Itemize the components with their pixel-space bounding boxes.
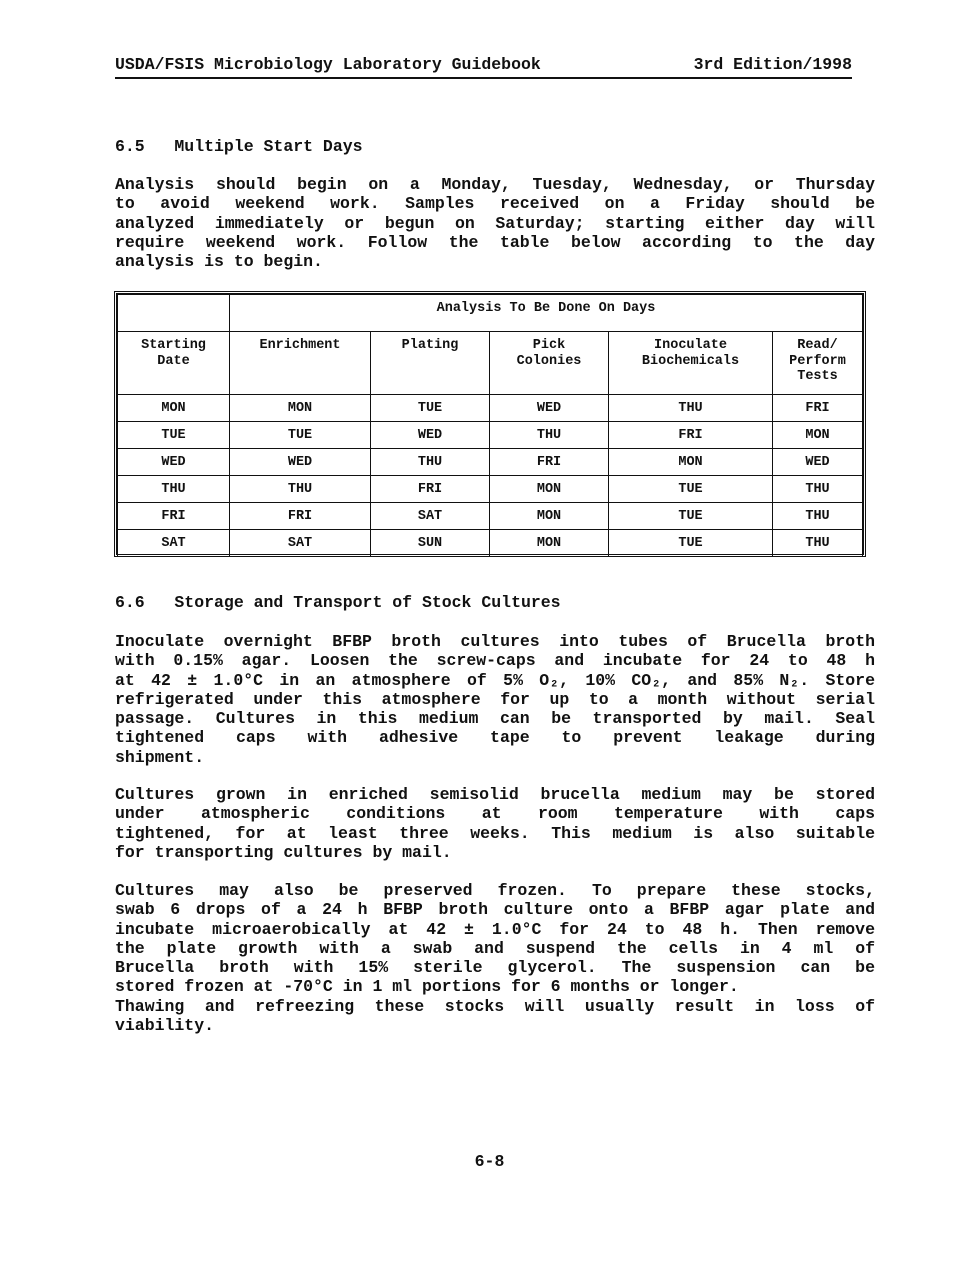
column-header-inoculate-biochemicals: Inoculate Biochemicals	[609, 332, 773, 395]
table-row	[118, 476, 863, 503]
text-line: shipment.	[115, 747, 205, 767]
table-cell: TUE	[118, 422, 230, 449]
table-cell: TUE	[230, 422, 371, 449]
text-line: passage. Cultures in this medium can be transported by mail. Seal	[115, 709, 875, 729]
section-6-5-heading: 6.5 Multiple Start Days	[115, 137, 363, 156]
table-row	[118, 449, 863, 476]
text-line: refrigerated under this atmosphere for up to a month without serial	[115, 689, 875, 709]
table-cell: MON	[490, 503, 609, 530]
table-cell: MON	[609, 449, 773, 476]
text-line: require weekend work. Follow the table below according to the day	[115, 232, 875, 252]
table-row	[118, 422, 863, 449]
text-line: for transporting cultures by mail.	[115, 842, 452, 862]
text-line: to avoid weekend work. Samples received on a Friday should be	[115, 194, 875, 214]
column-header-read-perform-tests: Read/ Perform Tests	[773, 332, 863, 395]
text-line: stored frozen at -70°C in 1 ml portions for 6 months or longer.	[115, 977, 739, 997]
text-line: Cultures grown in enriched semisolid brucella medium may be stored	[115, 785, 875, 804]
table-cell: TUE	[609, 503, 773, 530]
text-line: tightened, for at least three weeks. This medium is also suitable	[115, 823, 875, 843]
text-line: Analysis should begin on a Monday, Tuesday, Wednesday, or Thursday	[115, 175, 875, 194]
table-cell: THU	[773, 503, 863, 530]
table-cell: WED	[773, 449, 863, 476]
table-cell: FRI	[490, 449, 609, 476]
table-cell: FRI	[371, 476, 490, 503]
text-line: under atmospheric conditions at room temperature with caps	[115, 804, 875, 824]
table-cell: THU	[773, 530, 863, 557]
section-6-6-paragraph-3	[115, 881, 875, 1035]
column-header-starting-date: Starting Date	[118, 332, 230, 395]
section-6-6-heading: 6.6 Storage and Transport of Stock Cultures	[115, 593, 561, 612]
table-cell: THU	[118, 476, 230, 503]
table-cell: TUE	[609, 476, 773, 503]
table-cell: SAT	[118, 530, 230, 557]
table-cell: MON	[118, 395, 230, 422]
table-cell: FRI	[609, 422, 773, 449]
table-row	[118, 503, 863, 530]
table-cell: WED	[371, 422, 490, 449]
table-cell: SUN	[371, 530, 490, 557]
table-cell: THU	[371, 449, 490, 476]
text-line: Thawing and refreezing these stocks will usually result in loss of	[115, 996, 875, 1016]
text-line: swab 6 drops of a 24 h BFBP broth culture onto a BFBP agar plate and	[115, 900, 875, 920]
table-cell: THU	[609, 395, 773, 422]
table-cell: THU	[773, 476, 863, 503]
table-cell: WED	[118, 449, 230, 476]
table-cell: FRI	[118, 503, 230, 530]
text-line: analysis is to begin.	[115, 252, 323, 272]
table-cell: SAT	[230, 530, 371, 557]
group-header: Analysis To Be Done On Days	[230, 295, 863, 332]
table-cell: WED	[230, 449, 371, 476]
table-row	[118, 395, 863, 422]
section-6-5-paragraph	[115, 175, 875, 271]
table-cell: THU	[490, 422, 609, 449]
table-cell: TUE	[371, 395, 490, 422]
table-cell: TUE	[609, 530, 773, 557]
section-6-6-paragraph-1	[115, 632, 875, 767]
table-cell: WED	[490, 395, 609, 422]
text-line: Inoculate overnight BFBP broth cultures into tubes of Brucella broth	[115, 632, 875, 651]
text-line: Brucella broth with 15% sterile glycerol. The suspension can be	[115, 958, 875, 978]
table-column-header-row	[118, 332, 863, 395]
edition-label: 3rd Edition/1998	[693, 55, 852, 74]
text-line: analyzed immediately or begun on Saturday; starting either day will	[115, 213, 875, 233]
start-days-table	[114, 291, 866, 557]
text-line: Cultures may also be preserved frozen. To prepare these stocks,	[115, 881, 875, 900]
column-header-pick-colonies: Pick Colonies	[490, 332, 609, 395]
table-cell: MON	[490, 476, 609, 503]
section-6-6-paragraph-2	[115, 785, 875, 862]
table-cell: THU	[230, 476, 371, 503]
guidebook-title: USDA/FSIS Microbiology Laboratory Guidebook	[115, 55, 541, 74]
page-number: 6-8	[474, 1152, 505, 1171]
text-line: the plate growth with a swab and suspend the cells in 4 ml of	[115, 938, 875, 958]
empty-header-cell	[118, 295, 230, 332]
table-cell: FRI	[230, 503, 371, 530]
text-line: at 42 ± 1.0°C in an atmosphere of 5% O₂, 10% CO₂, and 85% N₂. Store	[115, 670, 875, 690]
table-cell: MON	[490, 530, 609, 557]
text-line: viability.	[115, 1016, 215, 1036]
text-line: tightened caps with adhesive tape to prevent leakage during	[115, 728, 875, 748]
column-header-plating: Plating	[371, 332, 490, 395]
column-header-enrichment: Enrichment	[230, 332, 371, 395]
table-cell: MON	[773, 422, 863, 449]
table-cell: MON	[230, 395, 371, 422]
table-cell: SAT	[371, 503, 490, 530]
text-line: incubate microaerobically at 42 ± 1.0°C for 24 to 48 h. Then remove	[115, 919, 875, 939]
text-line: with 0.15% agar. Loosen the screw-caps and incubate for 24 to 48 h	[115, 651, 875, 671]
page-header	[115, 55, 852, 79]
table-row	[118, 530, 863, 557]
table-group-header-row	[118, 295, 863, 332]
table-cell: FRI	[773, 395, 863, 422]
